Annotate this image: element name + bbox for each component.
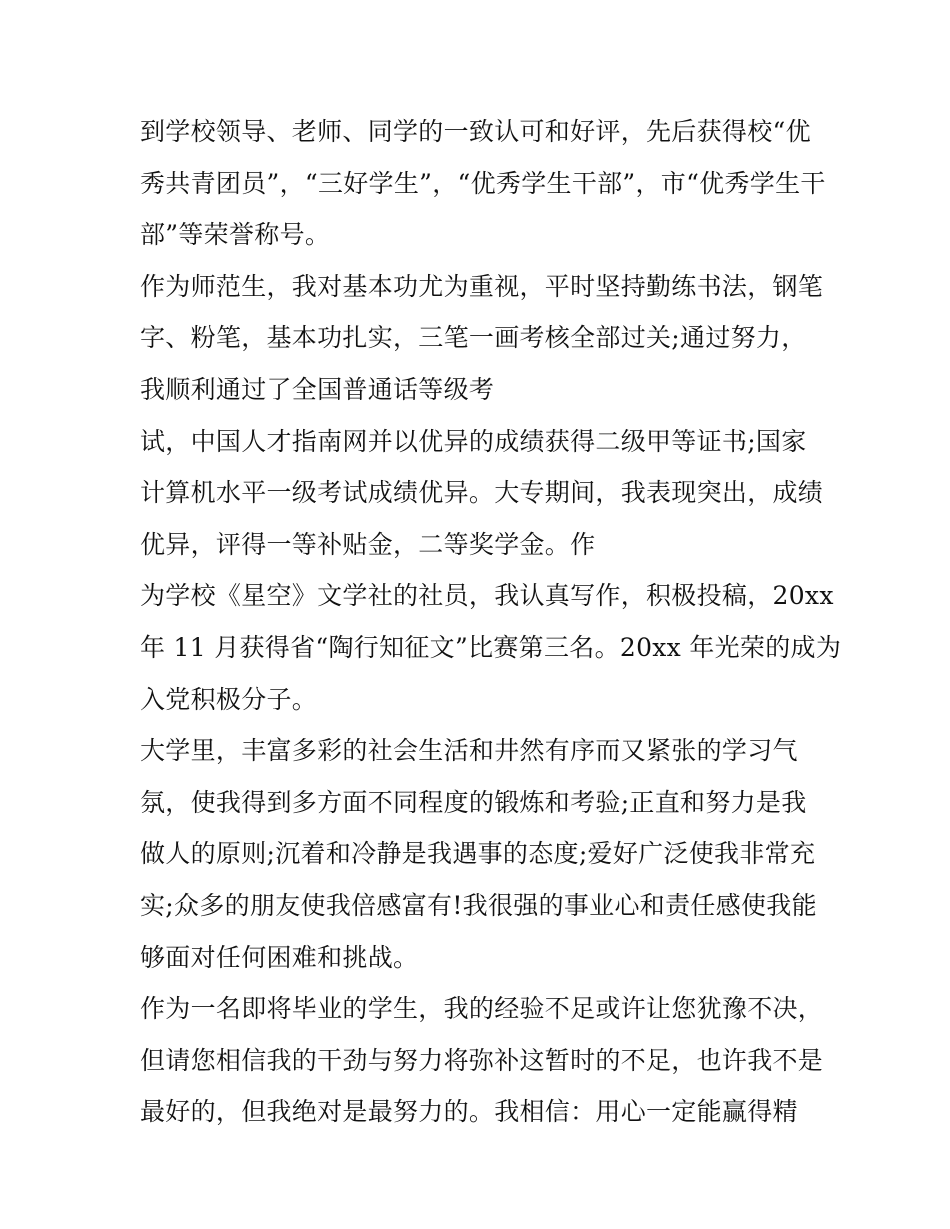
text-line: 够面对任何困难和挑战。 <box>140 942 419 972</box>
text-line: 我顺利通过了全国普通话等级考 <box>140 374 495 404</box>
text-line: 部”等荣誉称号。 <box>140 220 331 250</box>
text-line: 大学里，丰富多彩的社会生活和井然有序而又紧张的学习气 <box>140 736 798 766</box>
text-line: 试，中国人才指南网并以优异的成绩获得二级甲等证书;国家 <box>140 426 807 456</box>
text-line: 优异，评得一等补贴金，二等奖学金。作 <box>140 529 596 559</box>
text-line: 最好的，但我绝对是最努力的。我相信：用心一定能赢得精 <box>140 1097 798 1127</box>
text-line: 作为一名即将毕业的学生，我的经验不足或许让您犹豫不决， <box>140 994 824 1024</box>
text-line: 为学校《星空》文学社的社员，我认真写作，积极投稿，20xx <box>140 581 834 611</box>
text-line: 氛，使我得到多方面不同程度的锻炼和考验;正直和努力是我 <box>140 787 807 817</box>
body-text <box>140 106 842 1138</box>
text-line: 但请您相信我的干劲与努力将弥补这暂时的不足，也许我不是 <box>140 1045 824 1075</box>
text-line: 作为师范生，我对基本功尤为重视，平时坚持勤练书法，钢笔 <box>140 271 824 301</box>
text-line: 字、粉笔，基本功扎实，三笔一画考核全部过关;通过努力， <box>140 323 807 353</box>
text-line: 做人的原则;沉着和冷静是我遇事的态度;爱好广泛使我非常充 <box>140 839 816 869</box>
text-line: 入党积极分子。 <box>140 684 318 714</box>
text-line: 实;众多的朋友使我倍感富有!我很强的事业心和责任感使我能 <box>140 890 817 920</box>
text-line: 秀共青团员”，“三好学生”，“优秀学生干部”，市“优秀学生干 <box>140 168 826 198</box>
text-line: 年 11 月获得省“陶行知征文”比赛第三名。20xx 年光荣的成为 <box>140 632 842 662</box>
text-line: 到学校领导、老师、同学的一致认可和好评，先后获得校“优 <box>140 117 811 146</box>
text-line: 计算机水平一级考试成绩优异。大专期间，我表现突出，成绩 <box>140 478 824 508</box>
